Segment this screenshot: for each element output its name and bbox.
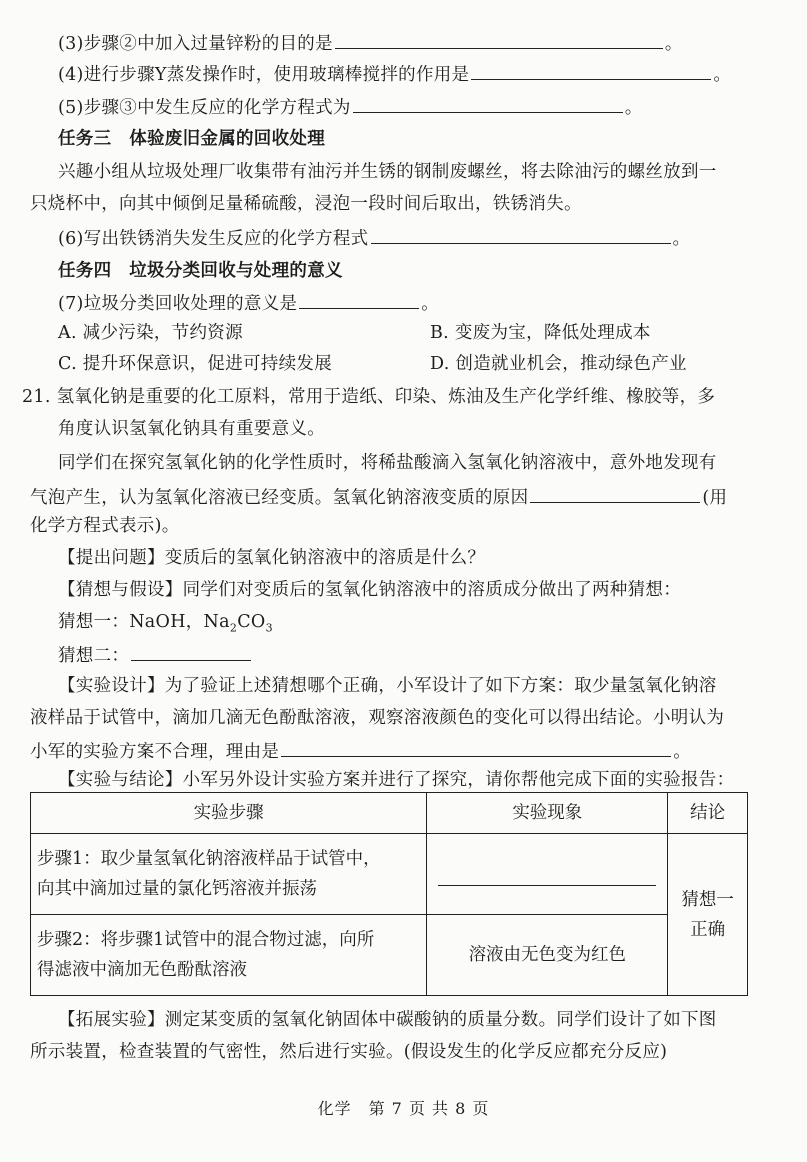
option-a: A. 减少污染，节约资源 [58, 323, 243, 343]
design-line-b: 液样品于试管中，滴加几滴无色酚酞溶液，观察溶液颜色的变化可以得出结论。小明认为 [30, 708, 725, 728]
step-2-cell: 步骤2：将步骤1试管中的混合物过滤，向所 得滤液中滴加无色酚酞溶液 [31, 915, 427, 996]
answer-blank-reason[interactable] [281, 738, 671, 757]
option-d: D. 创造就业机会，推动绿色产业 [430, 354, 687, 374]
table-row [31, 915, 748, 996]
page-footer: 化学 第 7 页 共 8 页 [317, 1099, 490, 1118]
option-c: C. 提升环保意识，促进可持续发展 [58, 354, 332, 374]
conclusion-intro: 【实验与结论】小军另外设计实验方案并进行了探究，请你帮他完成下面的实验报告： [58, 770, 735, 790]
observation-2-cell: 溶液由无色变为红色 [427, 915, 668, 996]
answer-blank-q6[interactable] [371, 225, 671, 244]
answer-blank-q4[interactable] [471, 61, 711, 80]
paragraph-2-line-b: 气泡产生，认为氢氧化溶液已经变质。氢氧化钠溶液变质的原因 (用 [30, 484, 727, 510]
paragraph-2-line-a: 同学们在探究氢氧化钠的化学性质时，将稀盐酸滴入氢氧化钠溶液中，意外地发现有 [58, 453, 717, 473]
answer-blank-q3[interactable] [335, 30, 663, 49]
experiment-report-table [30, 792, 748, 996]
paragraph-1-line-b: 只烧杯中，向其中倾倒足量稀硫酸，浸泡一段时间后取出，铁锈消失。 [30, 194, 582, 214]
question-5: (5)步骤③中发生反应的化学方程式为 。 [58, 94, 643, 120]
paragraph-1-line-a: 兴趣小组从垃圾处理厂收集带有油污并生锈的钢制废螺丝，将去除油污的螺丝放到一 [58, 162, 717, 182]
question-4: (4)进行步骤Y蒸发操作时，使用玻璃棒搅拌的作用是 。 [58, 61, 731, 87]
answer-blank-equation[interactable] [530, 484, 700, 503]
header-observation: 实验现象 [427, 793, 668, 834]
ask-question: 【提出问题】变质后的氢氧化钠溶液中的溶质是什么？ [58, 548, 486, 568]
conclusion-cell: 猜想一 正确 [668, 834, 748, 996]
hypothesis-2: 猜想二： [58, 642, 253, 668]
header-steps: 实验步骤 [31, 793, 427, 834]
answer-blank-hypothesis-2[interactable] [131, 642, 251, 661]
header-conclusion: 结论 [668, 793, 748, 834]
question-6: (6)写出铁锈消失发生反应的化学方程式 。 [58, 225, 690, 251]
question-21-line-b: 角度认识氢氧化钠具有重要意义。 [58, 419, 325, 439]
hypothesis-1: 猜想一：NaOH，$Na_2CO_3$ [58, 612, 273, 635]
option-b: B. 变废为宝，降低处理成本 [430, 323, 651, 343]
extension-line-b: 所示装置，检查装置的气密性，然后进行实验。(假设发生的化学反应都充分反应) [30, 1042, 668, 1062]
table-row [31, 834, 748, 915]
task4-heading: 任务四 垃圾分类回收与处理的意义 [58, 261, 343, 281]
extension-line-a: 【拓展实验】测定某变质的氢氧化钠固体中碳酸钠的质量分数。同学们设计了如下图 [58, 1010, 717, 1030]
question-3: (3)步骤②中加入过量锌粉的目的是 。 [58, 30, 683, 56]
table-header-row [31, 793, 748, 834]
design-line-a: 【实验设计】为了验证上述猜想哪个正确，小军设计了如下方案：取少量氢氧化钠溶 [58, 676, 717, 696]
answer-blank-observation[interactable] [438, 863, 656, 886]
task3-heading: 任务三 体验废旧金属的回收处理 [58, 129, 325, 149]
paragraph-2-line-c: 化学方程式表示)。 [30, 516, 180, 536]
step-1-cell: 步骤1：取少量氢氧化钠溶液样品于试管中， 向其中滴加过量的氯化钙溶液并振荡 [31, 834, 427, 915]
observation-1-cell [427, 834, 668, 915]
question-7: (7)垃圾分类回收处理的意义是 。 [58, 290, 439, 316]
question-21-line-a: 21. 氢氧化钠是重要的化工原料，常用于造纸、印染、炼油及生产化学纤维、橡胶等，多 [22, 387, 716, 407]
answer-blank-q7[interactable] [299, 290, 419, 309]
design-line-c: 小军的实验方案不合理，理由是 。 [30, 738, 691, 764]
hypothesis-intro: 【猜想与假设】同学们对变质后的氢氧化钠溶液中的溶质成分做出了两种猜想： [58, 580, 681, 600]
answer-blank-q5[interactable] [353, 94, 623, 113]
